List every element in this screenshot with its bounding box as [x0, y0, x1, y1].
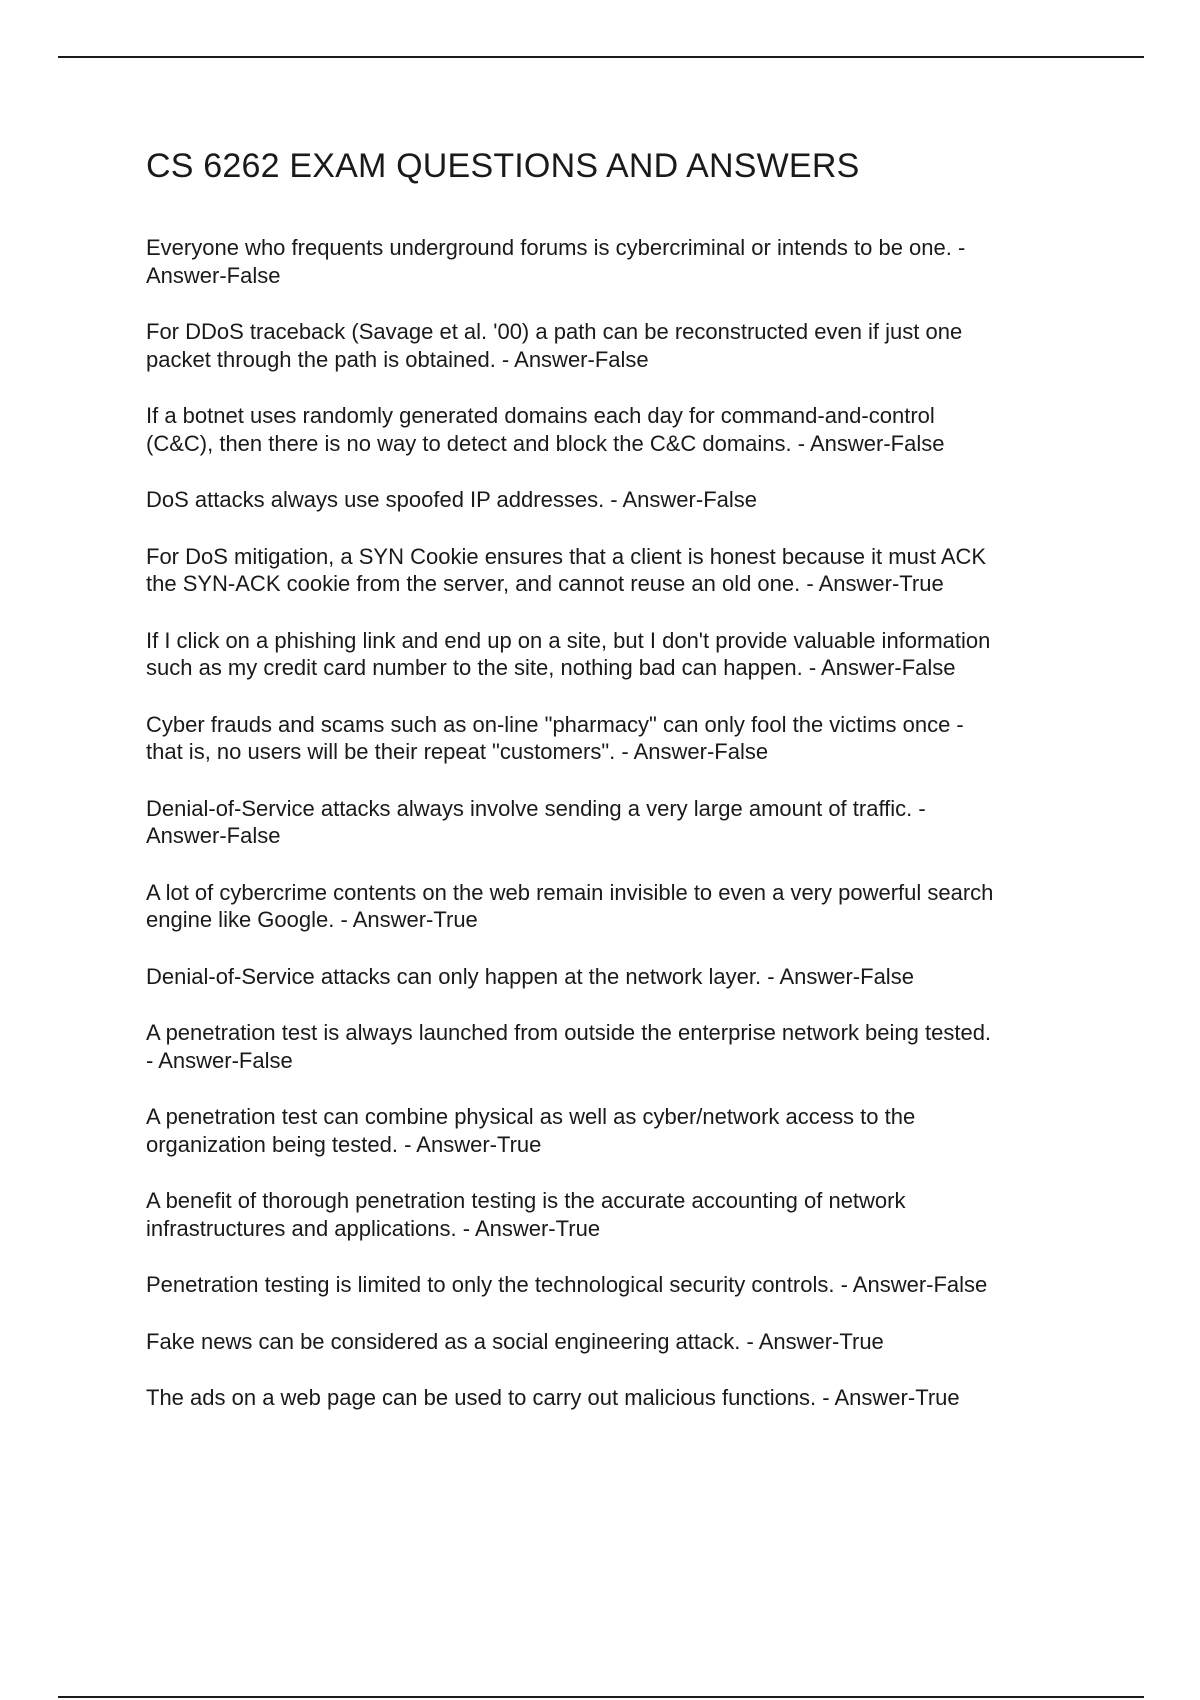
qa-text: Denial-of-Service attacks can only happen at the network layer. - Answer-False: [146, 963, 914, 989]
qa-item: [146, 795, 1096, 850]
qa-text: infrastructures and applications. - Answer-True: [146, 1215, 601, 1241]
qa-item: [146, 879, 1096, 934]
qa-text: A penetration test is always launched from outside the enterprise network being tested.: [146, 1020, 992, 1045]
qa-text: organization being tested. - Answer-True: [146, 1131, 542, 1157]
qa-item: [146, 486, 1096, 514]
qa-text: the SYN-ACK cookie from the server, and cannot reuse an old one. - Answer-True: [146, 571, 944, 596]
qa-text: Cyber frauds and scams such as on-line "pharmacy" can only fool the victims once -: [146, 711, 964, 737]
qa-text: For DDoS traceback (Savage et al. '00) a path can be reconstructed even if just one: [146, 319, 963, 344]
qa-item: [146, 1019, 1096, 1074]
qa-text: Everyone who frequents underground forums is cybercriminal or intends to be one. -: [146, 235, 966, 260]
qa-item: [146, 1187, 1096, 1242]
qa-item: [146, 402, 1096, 457]
qa-item: [146, 1271, 1096, 1299]
qa-list: [146, 234, 1096, 1412]
qa-item: [146, 234, 1096, 289]
bottom-rule: [58, 1696, 1144, 1698]
qa-text: For DoS mitigation, a SYN Cookie ensures that a client is honest because it must ACK: [146, 543, 987, 569]
qa-text: If I click on a phishing link and end up on a site, but I don't provide valuable information: [146, 627, 991, 653]
qa-text: Answer-False: [146, 823, 281, 848]
qa-item: [146, 1384, 1096, 1412]
qa-item: [146, 543, 1096, 598]
qa-text: Penetration testing is limited to only the technological security controls. - Answer-False: [146, 1272, 988, 1297]
qa-text: engine like Google. - Answer-True: [146, 907, 478, 932]
qa-text: A penetration test can combine physical as well as cyber/network access to the: [146, 1104, 916, 1129]
qa-item: [146, 1328, 1096, 1356]
qa-text: that is, no users will be their repeat "customers". - Answer-False: [146, 739, 769, 764]
qa-text: Denial-of-Service attacks always involve sending a very large amount of traffic. -: [146, 795, 926, 821]
qa-item: [146, 1103, 1096, 1158]
qa-item: [146, 627, 1096, 682]
document-title: CS 6262 EXAM QUESTIONS AND ANSWERS: [146, 147, 860, 185]
qa-text: A lot of cybercrime contents on the web remain invisible to even a very powerful search: [146, 879, 994, 905]
qa-text: Fake news can be considered as a social engineering attack. - Answer-True: [146, 1328, 884, 1354]
qa-text: such as my credit card number to the site, nothing bad can happen. - Answer-False: [146, 655, 956, 680]
qa-item: [146, 711, 1096, 766]
qa-text: packet through the path is obtained. - Answer-False: [146, 346, 649, 372]
qa-text: A benefit of thorough penetration testing is the accurate accounting of network: [146, 1188, 906, 1213]
document-body: [146, 144, 1096, 1441]
qa-item: [146, 318, 1096, 373]
qa-text: - Answer-False: [146, 1047, 293, 1073]
qa-text: Answer-False: [146, 262, 281, 288]
qa-text: DoS attacks always use spoofed IP addresses. - Answer-False: [146, 487, 757, 512]
qa-item: [146, 963, 1096, 991]
qa-text: The ads on a web page can be used to carry out malicious functions. - Answer-True: [146, 1385, 960, 1410]
qa-text: (C&C), then there is no way to detect and block the C&C domains. - Answer-False: [146, 430, 945, 456]
top-rule: [58, 56, 1144, 58]
qa-text: If a botnet uses randomly generated domains each day for command-and-control: [146, 403, 935, 428]
